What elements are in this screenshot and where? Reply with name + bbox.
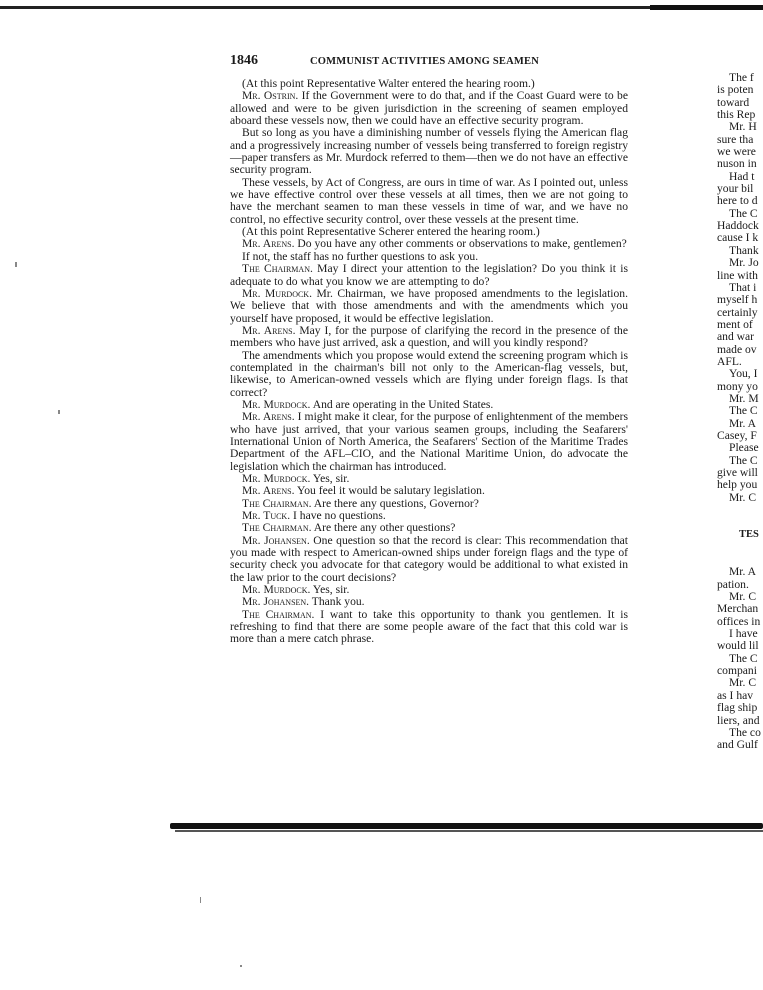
speaker-name: The Chairman. (242, 262, 313, 276)
text-line-fragment: Please (729, 441, 759, 455)
text-line-fragment: compani (717, 664, 757, 678)
paragraph-text: You feel it would be salutary legislation. (294, 484, 485, 498)
text-line-fragment: Mr. Jo (729, 256, 759, 270)
text-line-fragment: The C (729, 404, 758, 418)
text-line-fragment: I have (729, 627, 758, 641)
paragraph-text: Yes, sir. (310, 583, 350, 597)
speaker-name: Mr. Arens. (242, 237, 295, 251)
paragraph-text: Thank you. (309, 595, 365, 609)
text-line-fragment: sure tha (717, 132, 754, 146)
text-line-fragment: give will (717, 466, 758, 479)
page-header (230, 53, 628, 69)
paragraph (230, 535, 628, 584)
text-line-fragment: The C (729, 206, 758, 220)
paragraph (230, 609, 628, 646)
speaker-name: Mr. Arens. (242, 410, 295, 424)
text-line-fragment: Mr. C (729, 490, 757, 504)
paragraph-text: I might make it clear, for the purpose of enlightenment of the members who have just arrived, that your various seamen groups, including the Seafarers' International Union of North America, the Seafarers' Section of the Maritime Trades Department of the AFL–CIO, and the National Maritime Union, do advocate the legislation which the chairman has introduced. (230, 410, 628, 473)
text-line-fragment: toward (717, 95, 750, 109)
paragraph-text: Yes, sir. (310, 472, 350, 485)
paragraph (230, 263, 628, 288)
paragraph-text: Are there any questions, Governor? (311, 496, 479, 510)
paragraph (230, 325, 628, 350)
paragraph-text: (At this point Representative Walter entered the hearing room.) (242, 77, 535, 90)
speaker-name: Mr. Tuck. (242, 509, 291, 523)
paragraph (230, 350, 628, 399)
text-line-fragment: pation. (717, 577, 749, 591)
text-line-fragment: here to d (717, 194, 758, 208)
speaker-name: Mr. Arens. (242, 323, 296, 337)
speaker-name: The Chairman. (242, 607, 315, 621)
text-line-fragment: That i (729, 280, 757, 294)
text-line-fragment: Mr. A (729, 565, 757, 579)
section-heading-fragment: TES (739, 529, 759, 541)
text-line-fragment: nuson in (717, 157, 757, 171)
paragraph-text: May I direct your attention to the legislation? Do you think it is adequate to do what you know we are attempting to do? (230, 262, 629, 288)
text-line-fragment: we were (717, 145, 756, 159)
text-line-fragment: AFL. (717, 354, 742, 368)
text-line-fragment: Merchan (717, 602, 759, 616)
paragraph-text: May I, for the purpose of clarifying the record in the presence of the members who have just arrived, ask a question, and will you kindly respond? (230, 323, 628, 350)
text-line-fragment: Mr. A (729, 416, 757, 430)
text-line-fragment: Haddock (717, 219, 759, 233)
paragraph (230, 411, 628, 473)
text-line-fragment: certainly (717, 305, 758, 319)
speaker-name: Mr. Murdock. (242, 397, 311, 411)
text-line-fragment: and war (717, 330, 755, 344)
paragraph-text: If not, the staff has no further questions to ask you. (242, 249, 479, 263)
text-line-fragment: and Gulf (717, 738, 758, 752)
paragraph (230, 90, 628, 127)
scan-speck (58, 410, 60, 414)
text-line-fragment: Thank (729, 243, 759, 257)
paragraph-text: If the Government were to do that, and if the Coast Guard were to be allowed and were to be given jurisdiction in the screening of seamen employed aboard these vessels now, then we could have an effective security program. (230, 89, 629, 128)
paragraph (230, 177, 628, 226)
text-line-fragment: You, I (729, 367, 758, 381)
text-line-fragment: line with (717, 268, 758, 282)
text-line-fragment: would lil (717, 639, 759, 653)
speaker-name: The Chairman. (242, 521, 312, 535)
paragraph-text: I have no questions. (290, 509, 386, 523)
speaker-name: Mr. Johansen. (242, 533, 310, 547)
text-line-fragment: Casey, F (717, 428, 757, 442)
text-line-fragment: flag ship (717, 701, 758, 715)
text-line-fragment: is poten (717, 83, 754, 97)
speaker-name: The Chairman. (242, 496, 312, 510)
paragraph-text: The amendments which you propose would extend the screening program which is contemplated in the chairman's bill not only to the American-flag vessels, but, likewise, to American-owned vessels which are flying under foreign flags. Is that correct? (230, 348, 628, 399)
top-rule (0, 6, 763, 9)
speaker-name: Mr. Johansen. (242, 595, 310, 609)
bottom-rule (170, 823, 763, 829)
text-line-fragment: The C (729, 651, 758, 665)
paragraph-text: (At this point Representative Scherer entered the hearing room.) (242, 225, 540, 239)
text-line-fragment: ment of (717, 317, 753, 331)
text-line-fragment: help you (717, 478, 758, 492)
speaker-name: Mr. Ostrin. (242, 89, 299, 103)
paragraph-text: Are there any other questions? (311, 521, 456, 535)
text-line-fragment: myself h (717, 293, 758, 307)
paragraph-text: And are operating in the United States. (310, 397, 494, 411)
text-line-fragment: your bil (717, 182, 754, 196)
text-line-fragment (717, 541, 763, 566)
page-number: 1846 (230, 53, 258, 68)
running-title: COMMUNIST ACTIVITIES AMONG SEAMEN (310, 56, 539, 67)
bottom-rule-thin (175, 830, 763, 832)
speaker-name: Mr. Arens. (242, 484, 295, 498)
paragraph-text: One question so that the record is clear: This recommendation that you made with respect to American-owned ships under foreign flags and the type of security check you advocate for that category would be additional to what existed in the law prior to the court decisions? (230, 533, 628, 584)
paragraph-text: Do you have any other comments or observations to make, gentlemen? (294, 237, 627, 251)
scan-speck (200, 897, 201, 903)
text-line-fragment: Mr. C (729, 676, 757, 690)
text-line-fragment: liers, and (717, 713, 760, 727)
speaker-name: Mr. Murdock. (242, 583, 311, 597)
paragraph-text: Mr. Chairman, we have proposed amendments to the legislation. We believe that with those amendments and with the amendments which you yourself have proposed, it would be effective legislation. (230, 286, 629, 325)
top-rule-thick (650, 5, 763, 10)
text-line-fragment: this Rep (717, 108, 756, 122)
paragraph (230, 288, 628, 325)
text-line-fragment: mony yo (717, 379, 758, 393)
scan-speck (15, 262, 17, 267)
text-line-fragment: Mr. M (729, 391, 759, 405)
text-line-fragment: Mr. C (729, 590, 757, 604)
paragraph-text: But so long as you have a diminishing number of vessels flying the American flag and a progressively increasing number of vessels being transferred to foreign registry—paper transfers as Mr. Murdock referred to them—then we do not have an effective security program. (230, 126, 628, 177)
main-text-column (230, 78, 628, 646)
text-line-fragment: Mr. H (729, 120, 757, 134)
paragraph (230, 127, 628, 176)
paragraph-text: These vessels, by Act of Congress, are ours in time of war. As I pointed out, unless we have effective control over these vessels at all times, then we are not going to have the merchant seamen to man these vessels in time of war, and we have no control, no effective security control, over these vessels at the present time. (230, 175, 628, 226)
text-line-fragment: as I hav (717, 688, 754, 702)
text-line-fragment: cause I k (717, 231, 759, 245)
text-line-fragment: made ov (717, 342, 757, 356)
text-line-fragment: The f (729, 72, 754, 84)
text-line-fragment: Had t (729, 169, 755, 183)
scan-speck (240, 965, 242, 967)
speaker-name: Mr. Murdock. (242, 472, 311, 485)
text-line-fragment: The co (729, 725, 761, 739)
adjacent-page-text-column (717, 72, 763, 752)
text-line-fragment: offices in (717, 614, 761, 628)
text-line-fragment: The C (729, 453, 758, 467)
text-line-fragment (717, 504, 763, 529)
paragraph-text: I want to take this opportunity to thank you gentlemen. It is refreshing to find that there are some people aware of the fact that this cold war is more than a mere catch phrase. (230, 607, 628, 646)
speaker-name: Mr. Murdock. (242, 286, 312, 300)
